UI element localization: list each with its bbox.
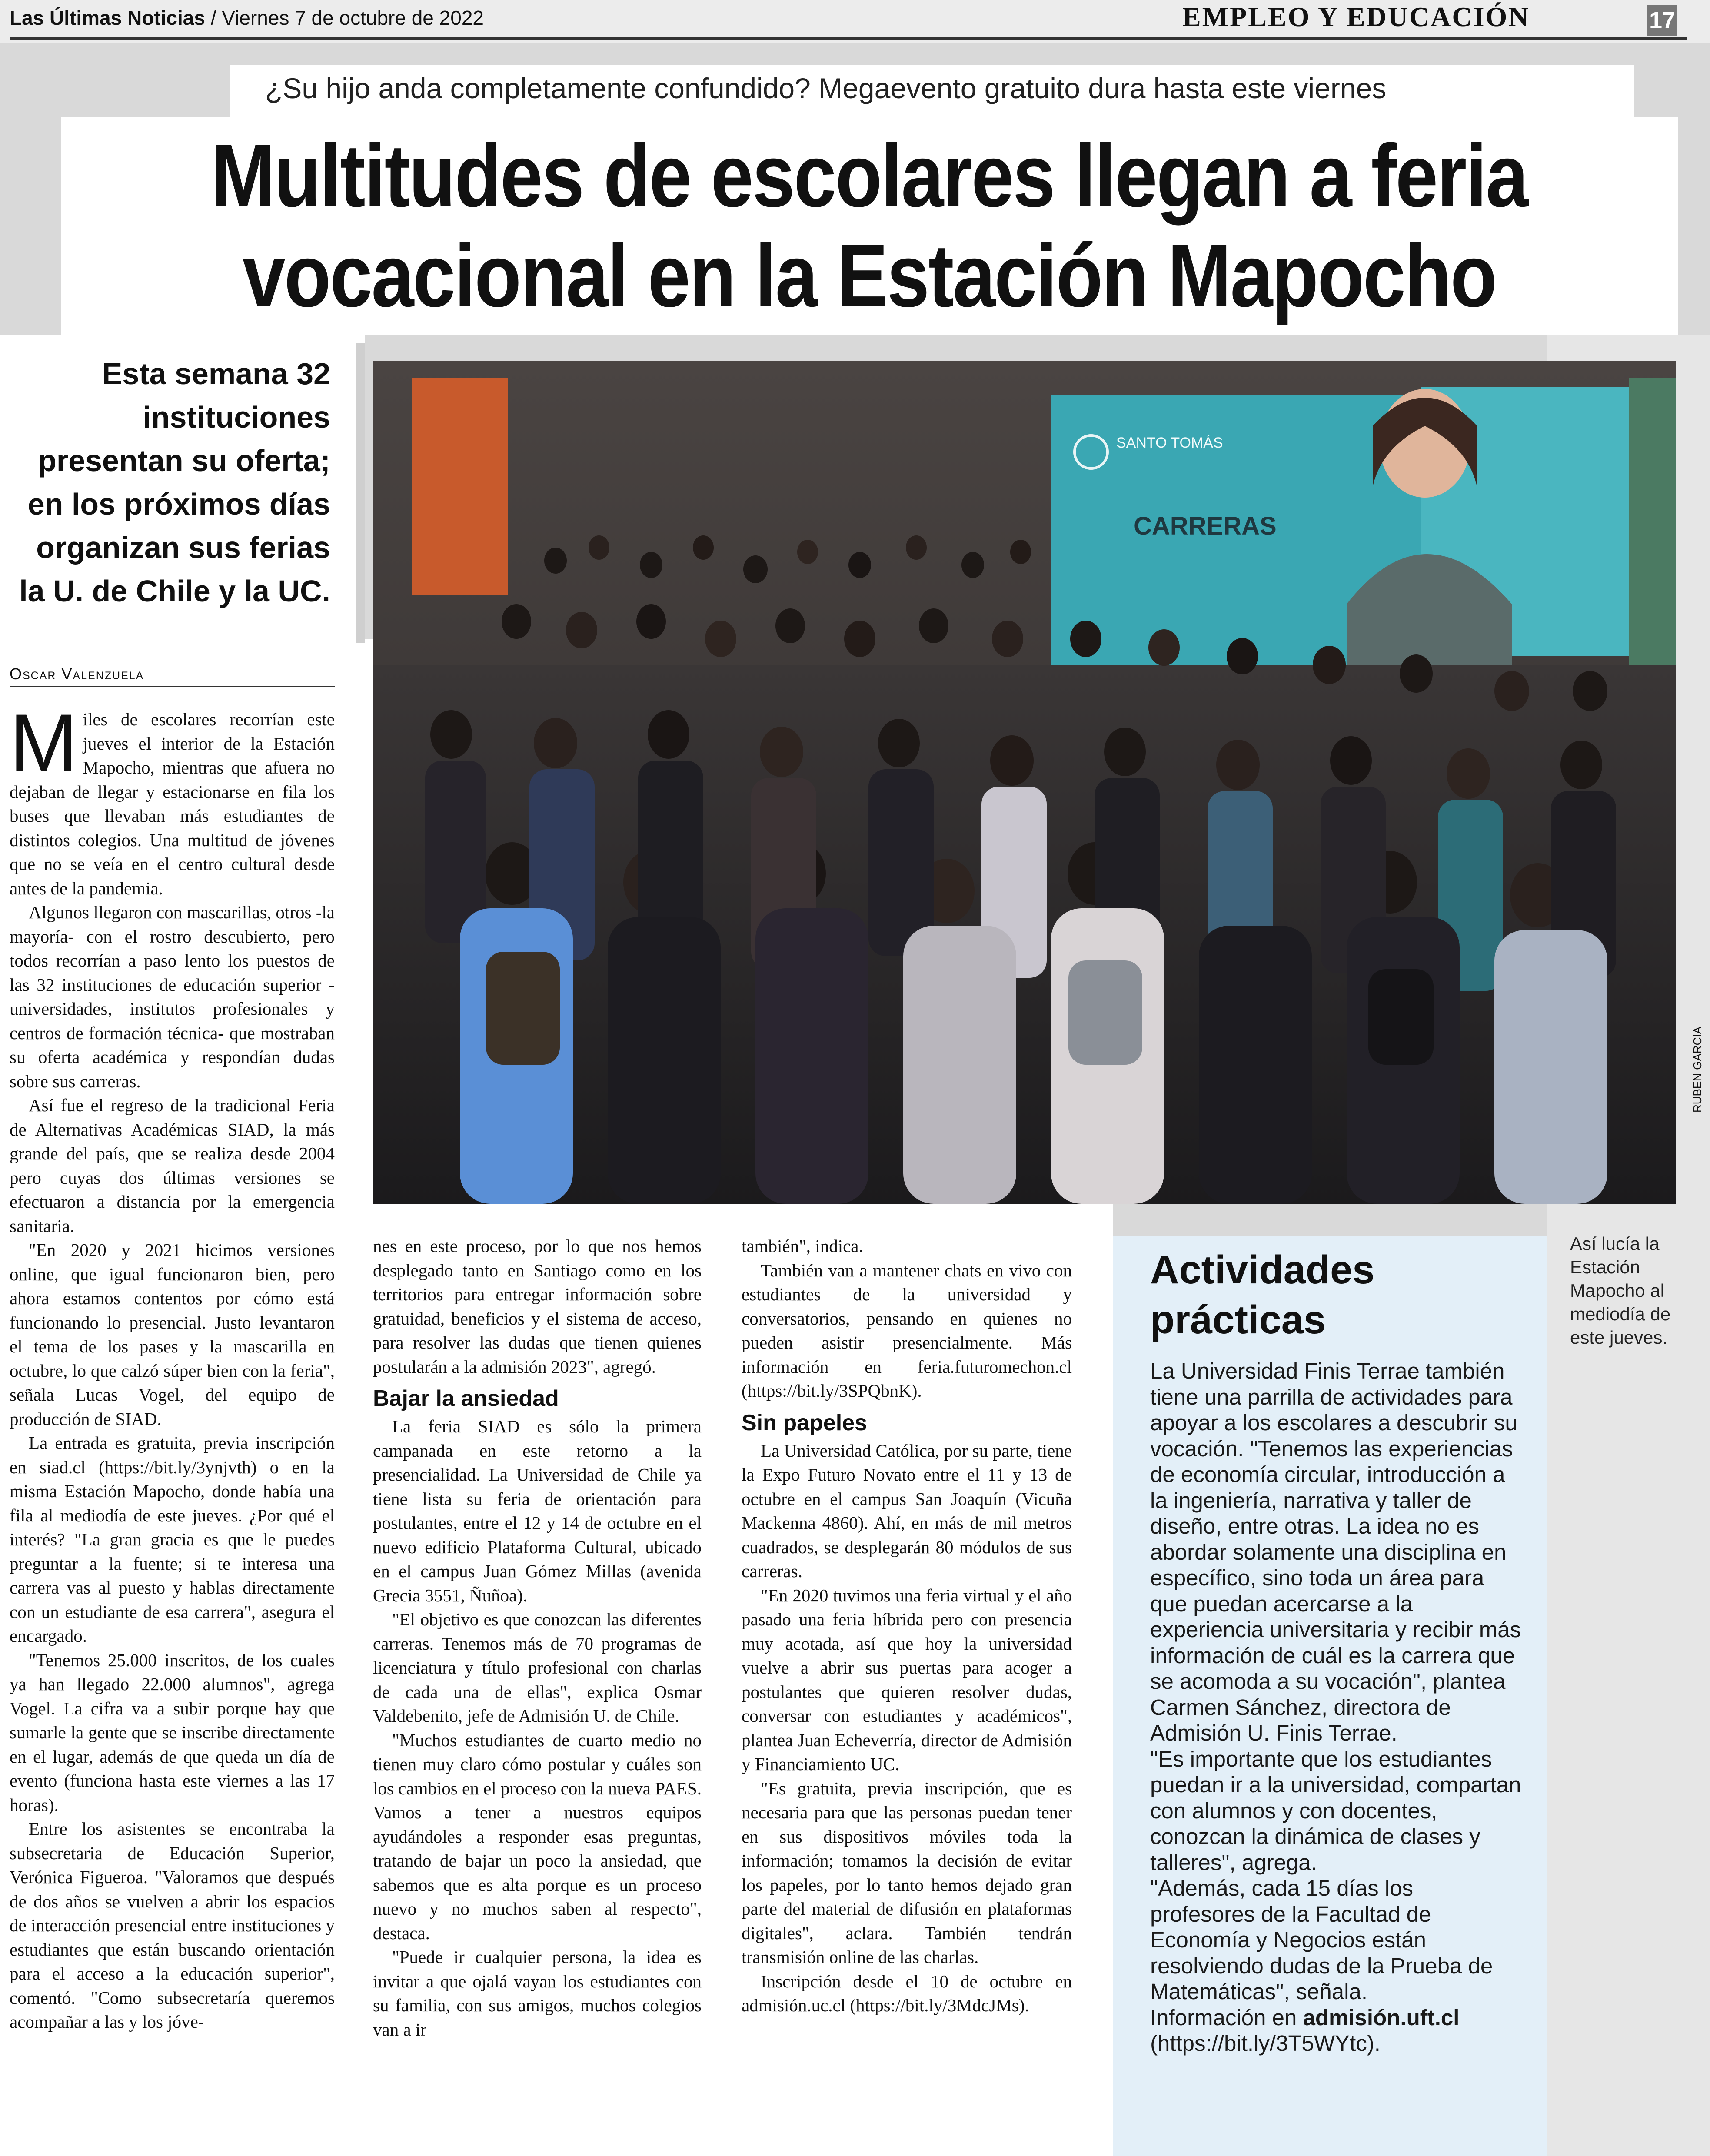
paragraph: "Tenemos 25.000 inscritos, de los cuales ya han llegado 22.000 alumnos", agrega Vogel. La cifra va a subir porque hay que sumarle la gente que se inscribe directamente en el lugar, además de que queda un día de evento (funciona hasta este viernes a las 17 horas).	[10, 1650, 335, 1815]
backpack	[1068, 960, 1142, 1065]
crowd-photo	[373, 361, 1676, 1204]
crowd-illustration	[373, 361, 1676, 1204]
drop-cap: M	[10, 697, 78, 788]
sign-brand: SANTO TOMÁS	[1116, 435, 1223, 451]
lead-rule	[356, 343, 365, 643]
paragraph: "Muchos estudiantes de cuarto medio no tienen muy claro cómo postular y cuáles son los cambios en el proceso con la nueva PAES. Vamos a tener a nuestros equipos ayudándoles a responder esas preguntas, tratando de bajar un poco la ansiedad, que sabemos que es alta porque es un proceso nuevo y no muchos saben al respecto", destaca.	[373, 1730, 702, 1943]
article-column-2	[373, 1234, 702, 2042]
sidebar-paragraph: Información en admisión.uft.cl (https://bit.ly/3T5WYtc).	[1150, 2005, 1460, 2056]
sidebar-title: Actividades prácticas	[1150, 1248, 1375, 1342]
photo-credit: RUBEN GARCIA	[1691, 1027, 1704, 1113]
paragraph: "Es gratuita, previa inscripción, que es necesaria para que las personas puedan tener en sus dispositivos móviles toda la información; tomamos la decisión de evitar los papeles, por lo tanto hemos dejado gran parte del material de difusión en plataformas digitales", aclara. También tendrán transmisión online de las charlas.	[742, 1778, 1072, 1967]
sidebar-paragraph: La Universidad Finis Terrae también tiene una parrilla de actividades para apoyar a los escolares a descubrir su vocación. "Tenemos las experiencias de economía circular, introducción a la ingeniería, narrativa y taller de diseño, entre otras. La idea no es abordar solamente una disciplina en específico, sino toda un área para que puedan acercarse a la experiencia universitaria y recibir más información de cuál es la carrera que se acomoda a su vocación", plantea Carmen Sánchez, directora de Admisión U. Finis Terrae.	[1150, 1359, 1521, 1745]
sidebar-link[interactable]: admisión.uft.cl	[1303, 2005, 1460, 2030]
subheading: Bajar la ansiedad	[373, 1386, 559, 1411]
section-title: EMPLEO Y EDUCACIÓN	[1182, 1, 1530, 32]
publication-date	[10, 6, 484, 30]
sidebar-paragraph: "Es importante que los estudiantes puedan ir a la universidad, compartan con alumnos y con docentes, conozcan la dinámica de clases y talleres", agrega.	[1150, 1746, 1521, 1875]
paragraph: Miles de escolares recorrían este jueves el interior de la Estación Mapocho, mientras que afuera no dejaban de llegar y estacionarse en fila los buses que llevaban más estudiantes de distintos colegios. Una multitud de jóvenes que no se veía en el centro cultural desde antes de la pandemia.	[10, 697, 335, 898]
headline	[178, 126, 1561, 326]
paragraph: La feria SIAD es sólo la primera campanada en este retorno a la presencialidad. La Universidad de Chile ya tiene lista su feria de orientación para postulantes, entre el 12 y 14 de octubre en el nuevo edificio Plataforma Cultural, ubicado en el campus Juan Gómez Millas (avenida Grecia 3551, Ñuñoa).	[373, 1416, 702, 1605]
sidebar-paragraph: "Además, cada 15 días los profesores de la Facultad de Economía y Negocios están resolviendo dudas de la Prueba de Matemáticas", señala.	[1150, 1876, 1493, 2004]
subheading: Sin papeles	[742, 1410, 867, 1435]
paragraph: Así fue el regreso de la tradicional Feria de Alternativas Académicas SIAD, la más grande del país, que se realiza desde 2004 pero cuyas dos últimas versiones se efectuaron a distancia por la emergencia sanitaria.	[10, 1095, 335, 1236]
paragraph: Entre los asistentes se encontraba la subsecretaria de Educación Superior, Verónica Figueroa. "Valoramos que después de dos años se vuelven a abrir los espacios de interacción presencial entre instituciones y estudiantes que están buscando orientación para el acceso a la educación superior", comentó. "Como subsecretaría queremos acompañar a las y los jóve-	[10, 1819, 335, 2032]
header-rule	[10, 37, 1687, 40]
paragraph: nes en este proceso, por lo que nos hemos desplegado tanto en Santiago como en los territorios para entregar información sobre gratuidad, beneficios y el sistema de acceso, para resolver las dudas que tienen quienes postularán a la admisión 2023", agregó.	[373, 1236, 702, 1377]
article-column-3	[742, 1234, 1072, 2018]
paragraph: "Puede ir cualquier persona, la idea es invitar a que ojalá vayan los estudiantes con su familia, con sus amigos, muchos colegios van a ir	[373, 1947, 702, 2040]
backpack	[1368, 969, 1434, 1065]
paragraph: También van a mantener chats en vivo con estudiantes de la universidad y conversatorios, pensando en quienes no pueden asistir presencialmente. Más información en feria.futuromechon.cl (https://bit.ly/3SPQbnK).	[742, 1260, 1072, 1401]
paragraph: La Universidad Católica, por su parte, tiene la Expo Futuro Novato entre el 11 y 13 de octubre en el campus San Joaquín (Vicuña Mackenna 4860). Ahí, en más de mil metros cuadrados, se desplegarán 80 módulos de sus carreras.	[742, 1440, 1072, 1581]
paragraph: "En 2020 y 2021 hicimos versiones online, que igual funcionaron bien, pero ahora estamos contentos por cómo está funcionando lo presencial. Justo levantaron el tema de los pases y la mascarilla en octubre, lo que calzó súper bien con la feria", señala Lucas Vogel, del equipo de producción de SIAD.	[10, 1240, 335, 1429]
paragraph: "En 2020 tuvimos una feria virtual y el año pasado una feria híbrida pero con presencia muy acotada, así que hoy la universidad vuelve a abrir sus puertas para acoger a postulantes que quieren resolver dudas, conversar con estudiantes y académicos", plantea Juan Echeverría, director de Admisión y Financiamiento UC.	[742, 1585, 1072, 1774]
backpack	[486, 952, 560, 1065]
sidebar-body	[1150, 1358, 1524, 2056]
page-number: 17	[1647, 5, 1677, 36]
paragraph: también", indica.	[742, 1236, 863, 1256]
headline-line-2: vocacional en la Estación Mapocho	[243, 226, 1496, 326]
sidebar-gutter	[1081, 1234, 1113, 2156]
sign-text: CARRERAS	[1134, 512, 1277, 540]
paragraph: "El objetivo es que conozcan las diferentes carreras. Tenemos más de 70 programas de licenciatura y título profesional con charlas de cada una de ellas", explica Osmar Valdebenito, jefe de Admisión U. de Chile.	[373, 1609, 702, 1726]
lead-summary: Esta semana 32 instituciones presentan su oferta; en los próximos días organizan sus ferias la U. de Chile y la UC.	[19, 357, 330, 608]
kicker: ¿Su hijo anda completamente confundido? Megaevento gratuito dura hasta este viernes	[265, 72, 1387, 104]
paragraph: Inscripción desde el 10 de octubre en admisión.uc.cl (https://bit.ly/3MdcJMs).	[742, 1971, 1072, 2015]
issue-date: / Viernes 7 de octubre de 2022	[210, 7, 484, 29]
photo-caption: Así lucía la Estación Mapocho al mediodía de este jueves.	[1570, 1233, 1671, 1348]
publication-name: Las Últimas Noticias	[10, 7, 205, 29]
headline-line-1: Multitudes de escolares llegan a feria	[211, 126, 1527, 226]
article-column-1	[10, 697, 335, 2034]
left-booth	[412, 378, 508, 595]
byline: Oscar Valenzuela	[10, 665, 144, 683]
paragraph: Algunos llegaron con mascarillas, otros -la mayoría- con el rostro descubierto, pero todos recorrían a paso lento los puestos de las 32 instituciones de educación superior -universidades, institutos profesionales y centros de formación técnica- que mostraban su oferta académica y respondían dudas sobre sus carreras.	[10, 902, 335, 1091]
byline-rule	[10, 686, 335, 687]
paragraph: La entrada es gratuita, previa inscripción en siad.cl (https://bit.ly/3ynjvth) o en la misma Estación Mapocho, donde había una fila al mediodía de este jueves. ¿Por qué el interés? "La gran gracia es que le puedes preguntar a la fuente; si te interesa una carrera vas al puesto y hablas directamente con un estudiante de esa carrera", asegura el encargado.	[10, 1433, 335, 1646]
